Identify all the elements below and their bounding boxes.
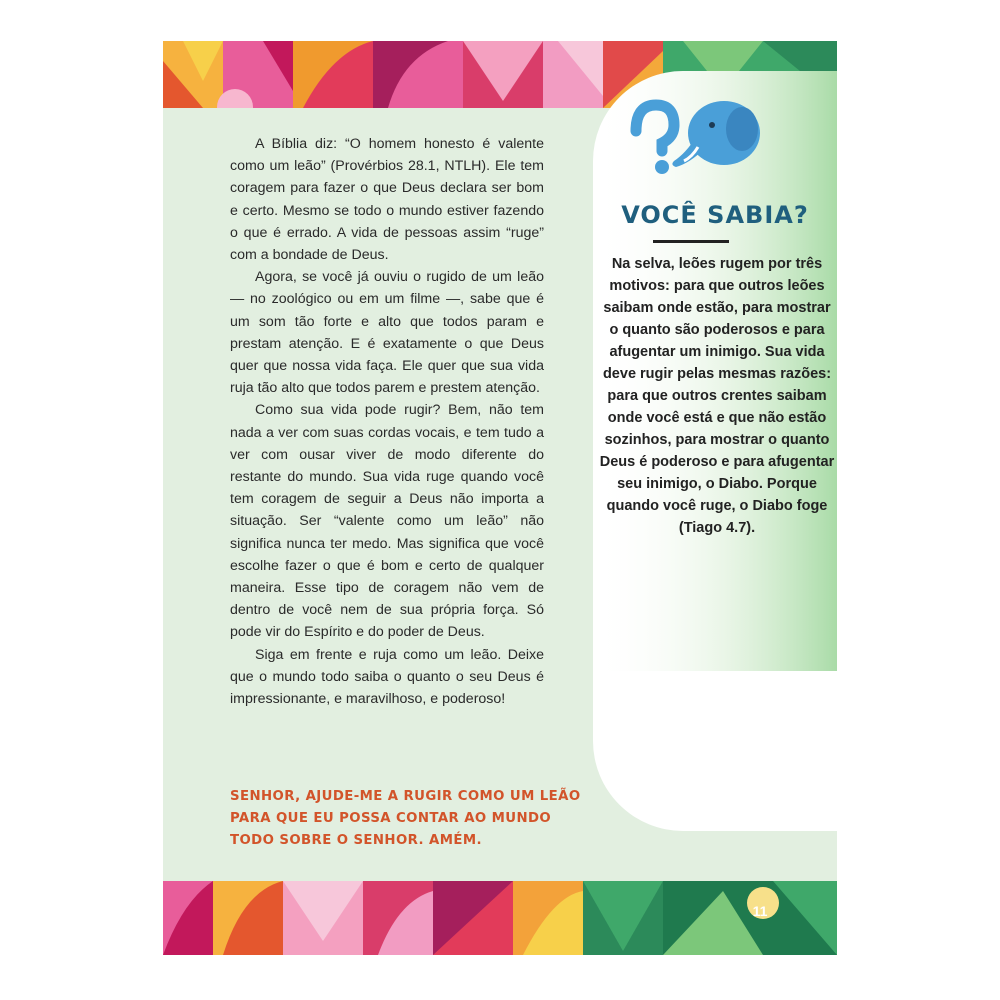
- body-paragraph: Como sua vida pode rugir? Bem, não tem nada a ver com suas cordas vocais, e tem tudo a ver com ousar viver de modo diferente do restante do mundo. Sua vida ruge quando você tem coragem de seguir a Deus não importa a situação. Ser “valente como um leão” não significa nunca ter medo. Mas significa que você escolhe fazer o que é bom e certo de qualquer maneira. Esse tipo de coragem não vem de dentro de você nem de sua própria força. Só pode vir do Espírito e do poder de Deus.: [230, 402, 544, 641]
- page-number: 11: [752, 903, 768, 919]
- elephant-question-icon: [616, 91, 766, 181]
- prayer-line: PARA QUE EU POSSA CONTAR AO MUNDO: [230, 811, 552, 826]
- title-divider: [653, 240, 729, 243]
- body-paragraph: Siga em frente e ruja como um leão. Deixe que o mundo todo saiba o quanto o seu Deus é impressionante, e maravilhoso, e poderoso!: [230, 646, 544, 708]
- book-page: [163, 41, 837, 955]
- bottom-decorative-band: [163, 881, 837, 955]
- body-paragraph: Agora, se você já ouviu o rugido de um leão — no zoológico ou em um filme —, sabe que é um som tão forte e alto que todos param e prestam atenção. E é exatamente o que Deus quer que nossa vida faça. Ele quer que sua vida ruja tão alto que todos parem e prestem atenção.: [230, 269, 544, 397]
- bottom-pattern-graphic: [163, 881, 837, 955]
- main-text: [230, 133, 544, 710]
- prayer-text: [230, 786, 581, 852]
- prayer-line: SENHOR, AJUDE-ME A RUGIR COMO UM LEÃO: [230, 789, 581, 804]
- body-paragraph: A Bíblia diz: “O homem honesto é valente como um leão” (Provérbios 28.1, NTLH). Ele tem coragem para fazer o que Deus declara ser bom e certo. Mesmo se todo o mundo estiver fazendo o que é errado. A vida de pessoas assim “ruge” com a bondade de Deus.: [230, 136, 544, 264]
- prayer-line: TODO SOBRE O SENHOR. AMÉM.: [230, 833, 482, 848]
- did-you-know-title: VOCÊ SABIA?: [621, 201, 809, 229]
- did-you-know-text: Na selva, leões rugem por três motivos: para que outros leões saibam onde estão, para mostrar o quanto são poderosos e para afugentar um inimigo. Sua vida deve rugir pelas mesmas razões: para que outros crentes saibam onde você está e que não estão sozinhos, para mostrar o quanto Deus é poderoso e para afugentar seu inimigo, o Diabo. Porque quando você ruge, o Diabo foge (Tiago 4.7).: [599, 256, 835, 536]
